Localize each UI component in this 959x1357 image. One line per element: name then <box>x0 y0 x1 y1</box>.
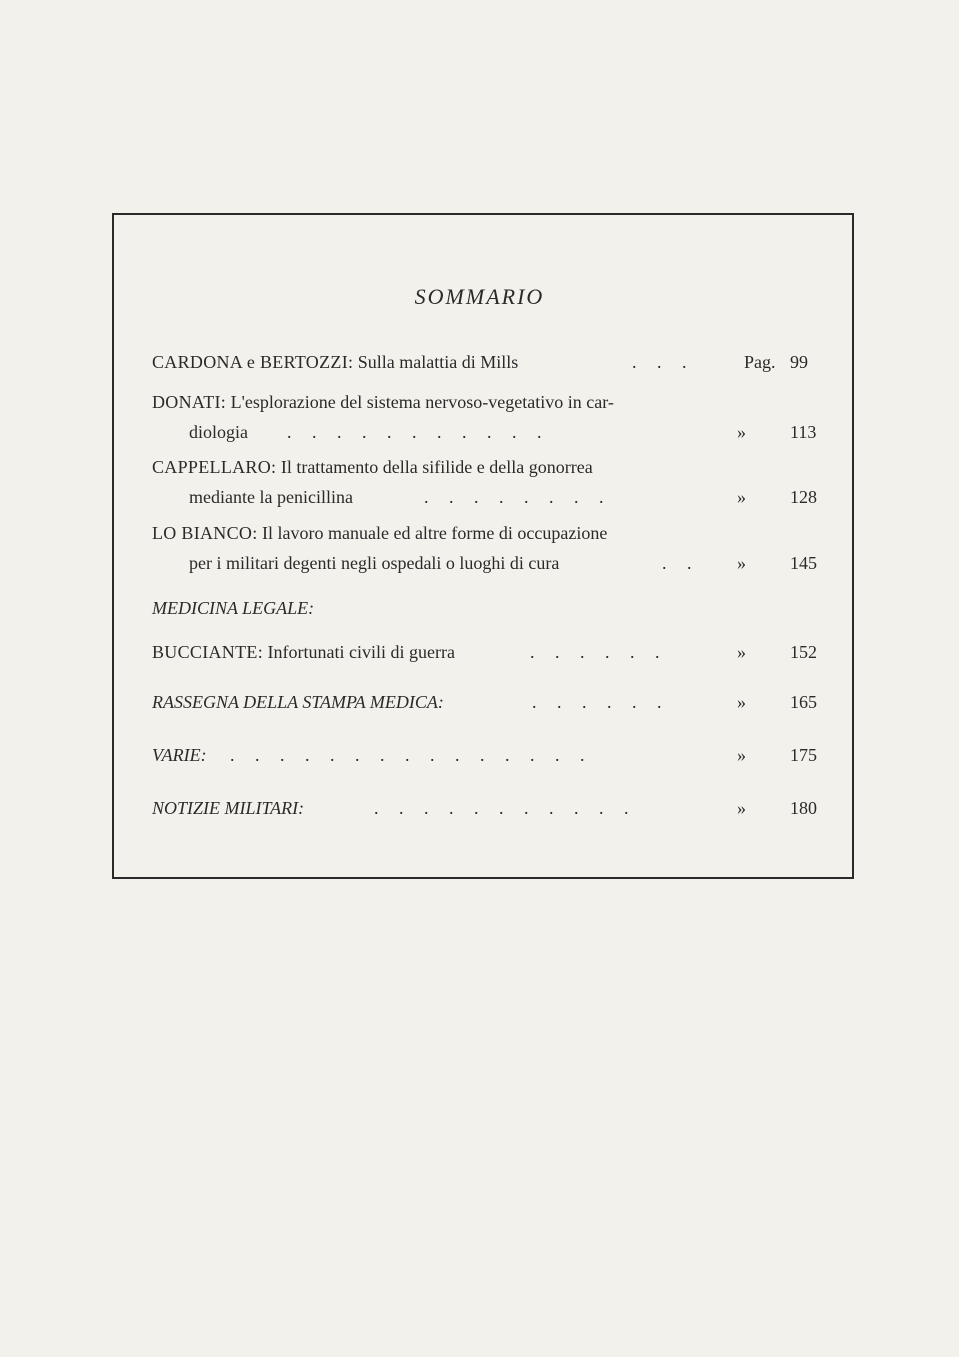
toc-page-number: 165 <box>790 692 817 712</box>
toc-title: L'esplorazione del sistema nervoso-vegetativo in car- <box>230 392 614 412</box>
toc-text <box>152 523 607 544</box>
toc-line <box>152 553 824 583</box>
toc-page-prefix: » <box>737 487 746 507</box>
toc-section-title: VARIE: <box>152 745 207 765</box>
toc-line <box>152 798 824 828</box>
toc-line <box>152 352 824 382</box>
toc-title: Infortunati civili di guerra <box>267 642 455 662</box>
toc-leader-dots: . . . . . . . . <box>424 487 612 507</box>
toc-text <box>152 352 518 373</box>
toc-line <box>152 745 824 775</box>
toc-leader-dots: . . . . . . <box>530 642 668 662</box>
toc-page-prefix: » <box>737 798 746 818</box>
toc-line <box>152 642 824 672</box>
toc-line <box>152 422 824 452</box>
toc-leader-dots: . . . . . . . . . . . . . . . <box>230 745 593 765</box>
toc-text <box>152 642 455 663</box>
toc-section-title: NOTIZIE MILITARI: <box>152 798 305 818</box>
toc-line <box>152 487 824 517</box>
toc-page-number: 113 <box>790 422 817 442</box>
toc-page-prefix: Pag. <box>744 352 776 372</box>
toc-leader-dots: . . <box>662 553 700 573</box>
toc-page-prefix: » <box>737 642 746 662</box>
toc-line <box>152 457 824 487</box>
toc-author: CAPPELLARO: <box>152 457 277 477</box>
toc-leader-dots: . . . . . . . . . . . <box>374 798 637 818</box>
toc-title-cont: diologia <box>189 422 248 442</box>
toc-title: Sulla malattia di Mills <box>357 352 519 372</box>
toc-entry-bucciante <box>152 642 824 672</box>
toc-page-number: 175 <box>790 745 817 765</box>
toc-text <box>152 457 593 478</box>
toc-page-number: 145 <box>790 553 817 573</box>
toc-line <box>152 692 824 722</box>
toc-leader-dots: . . . . . . <box>532 692 670 712</box>
toc-page-number: 99 <box>790 352 808 372</box>
toc-section-title: RASSEGNA DELLA STAMPA MEDICA: <box>152 692 444 712</box>
toc-entry-notizie-militari <box>152 798 824 828</box>
toc-author: LO BIANCO: <box>152 523 258 543</box>
toc-entry-donati <box>152 392 824 452</box>
toc-entry-varie <box>152 745 824 775</box>
page-title: SOMMARIO <box>414 284 545 309</box>
toc-page-prefix: » <box>737 553 746 573</box>
toc-entry-cardona <box>152 352 824 382</box>
toc-author: DONATI: <box>152 392 227 412</box>
toc-author: CARDONA e BERTOZZI: <box>152 352 354 372</box>
toc-entry-lo-bianco <box>152 523 824 583</box>
toc-page-number: 128 <box>790 487 817 507</box>
toc-leader-dots: . . . . . . . . . . . <box>287 422 550 442</box>
toc-text <box>152 392 614 413</box>
toc-page-prefix: » <box>737 745 746 765</box>
toc-line <box>152 523 824 553</box>
toc-title: Il trattamento della sifilide e della gonorrea <box>280 457 593 477</box>
toc-entry-rassegna <box>152 692 824 722</box>
section-heading-medicina-legale: MEDICINA LEGALE: <box>152 598 315 618</box>
toc-page-number: 180 <box>790 798 817 818</box>
toc-page-number: 152 <box>790 642 817 662</box>
toc-author: BUCCIANTE: <box>152 642 263 662</box>
toc-title: Il lavoro manuale ed altre forme di occupazione <box>262 523 608 543</box>
toc-page-prefix: » <box>737 422 746 442</box>
toc-title-cont: mediante la penicillina <box>189 487 353 507</box>
toc-page-prefix: » <box>737 692 746 712</box>
toc-leader-dots: . . . <box>632 352 695 372</box>
toc-line <box>152 392 824 422</box>
toc-entry-cappellaro <box>152 457 824 517</box>
toc-title-cont: per i militari degenti negli ospedali o luoghi di cura <box>189 553 560 573</box>
